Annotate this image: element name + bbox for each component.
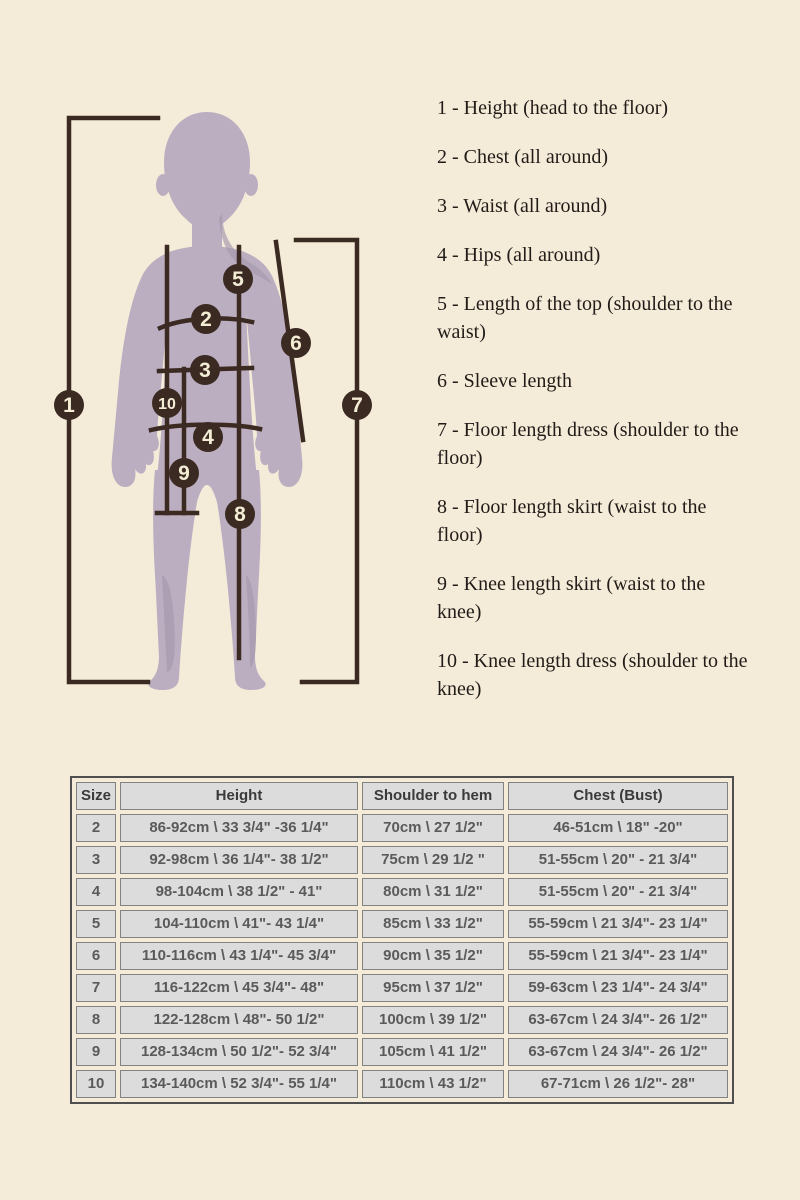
table-header-cell: Chest (Bust)	[508, 782, 728, 810]
legend-item: 3 - Waist (all around)	[437, 195, 608, 217]
table-cell: 7	[76, 974, 116, 1002]
table-cell: 2	[76, 814, 116, 842]
table-cell: 134-140cm \ 52 3/4"- 55 1/4"	[120, 1070, 358, 1098]
table-cell: 122-128cm \ 48"- 50 1/2"	[120, 1006, 358, 1034]
table-cell: 86-92cm \ 33 3/4" -36 1/4"	[120, 814, 358, 842]
table-cell: 67-71cm \ 26 1/2"- 28"	[508, 1070, 728, 1098]
table-cell: 70cm \ 27 1/2"	[362, 814, 504, 842]
table-cell: 63-67cm \ 24 3/4"- 26 1/2"	[508, 1006, 728, 1034]
table-cell: 10	[76, 1070, 116, 1098]
table-cell: 85cm \ 33 1/2"	[362, 910, 504, 938]
table-cell: 55-59cm \ 21 3/4"- 23 1/4"	[508, 910, 728, 938]
legend-item: 6 - Sleeve length	[437, 370, 572, 392]
table-cell: 4	[76, 878, 116, 906]
table-cell: 63-67cm \ 24 3/4"- 26 1/2"	[508, 1038, 728, 1066]
child-silhouette-icon	[112, 112, 303, 690]
legend-item: 2 - Chest (all around)	[437, 146, 609, 168]
table-cell: 75cm \ 29 1/2 "	[362, 846, 504, 874]
legend	[437, 94, 749, 724]
table-cell: 9	[76, 1038, 116, 1066]
legend-item: 8 - Floor length skirt (waist to the floor)	[437, 496, 707, 546]
table-row	[76, 846, 728, 874]
table-header-cell: Shoulder to hem	[362, 782, 504, 810]
marker-10-number: 10	[158, 396, 176, 413]
table-header-cell: Size	[76, 782, 116, 810]
table-header-cell: Height	[120, 782, 358, 810]
table-cell: 51-55cm \ 20" - 21 3/4"	[508, 878, 728, 906]
table-cell: 110-116cm \ 43 1/4"- 45 3/4"	[120, 942, 358, 970]
marker-5-number: 5	[232, 268, 244, 291]
table-cell: 100cm \ 39 1/2"	[362, 1006, 504, 1034]
table-cell: 105cm \ 41 1/2"	[362, 1038, 504, 1066]
marker-4-number: 4	[202, 426, 214, 449]
table-cell: 92-98cm \ 36 1/4"- 38 1/2"	[120, 846, 358, 874]
table-cell: 95cm \ 37 1/2"	[362, 974, 504, 1002]
table-cell: 51-55cm \ 20" - 21 3/4"	[508, 846, 728, 874]
marker-9-number: 9	[178, 462, 190, 485]
left-ear-shape	[156, 174, 170, 196]
table-row	[76, 942, 728, 970]
table-cell: 55-59cm \ 21 3/4"- 23 1/4"	[508, 942, 728, 970]
legend-item: 4 - Hips (all around)	[437, 244, 601, 266]
marker-3-number: 3	[199, 359, 211, 382]
marker-2-number: 2	[200, 308, 212, 331]
table-cell: 80cm \ 31 1/2"	[362, 878, 504, 906]
table-cell: 90cm \ 35 1/2"	[362, 942, 504, 970]
table-cell: 5	[76, 910, 116, 938]
legend-item: 7 - Floor length dress (shoulder to the floor)	[437, 419, 739, 469]
table-row	[76, 1070, 728, 1098]
right-ear-shape	[244, 174, 258, 196]
measurement-diagram	[50, 105, 380, 695]
table-cell: 98-104cm \ 38 1/2" - 41"	[120, 878, 358, 906]
marker-8-number: 8	[234, 503, 246, 526]
table-row	[76, 974, 728, 1002]
size-table	[70, 776, 734, 1104]
table-row	[76, 814, 728, 842]
marker-7-number: 7	[351, 394, 363, 417]
legend-item: 5 - Length of the top (shoulder to the waist)	[437, 293, 733, 343]
table-cell: 110cm \ 43 1/2"	[362, 1070, 504, 1098]
table-header-row	[76, 782, 728, 810]
table-cell: 3	[76, 846, 116, 874]
table-row	[76, 1038, 728, 1066]
table-row	[76, 910, 728, 938]
marker-1-number: 1	[63, 394, 75, 417]
table-cell: 59-63cm \ 23 1/4"- 24 3/4"	[508, 974, 728, 1002]
legend-item: 9 - Knee length skirt (waist to the knee)	[437, 573, 706, 623]
table-cell: 46-51cm \ 18" -20"	[508, 814, 728, 842]
legend-item: 10 - Knee length dress (shoulder to the knee)	[437, 650, 748, 700]
legend-item: 1 - Height (head to the floor)	[437, 97, 669, 119]
marker-6-number: 6	[290, 332, 302, 355]
table-row	[76, 1006, 728, 1034]
table-row	[76, 878, 728, 906]
table-cell: 104-110cm \ 41"- 43 1/4"	[120, 910, 358, 938]
table-cell: 116-122cm \ 45 3/4"- 48"	[120, 974, 358, 1002]
table-cell: 8	[76, 1006, 116, 1034]
table-cell: 128-134cm \ 50 1/2"- 52 3/4"	[120, 1038, 358, 1066]
table-cell: 6	[76, 942, 116, 970]
floor-dress-bracket-line	[296, 240, 357, 682]
